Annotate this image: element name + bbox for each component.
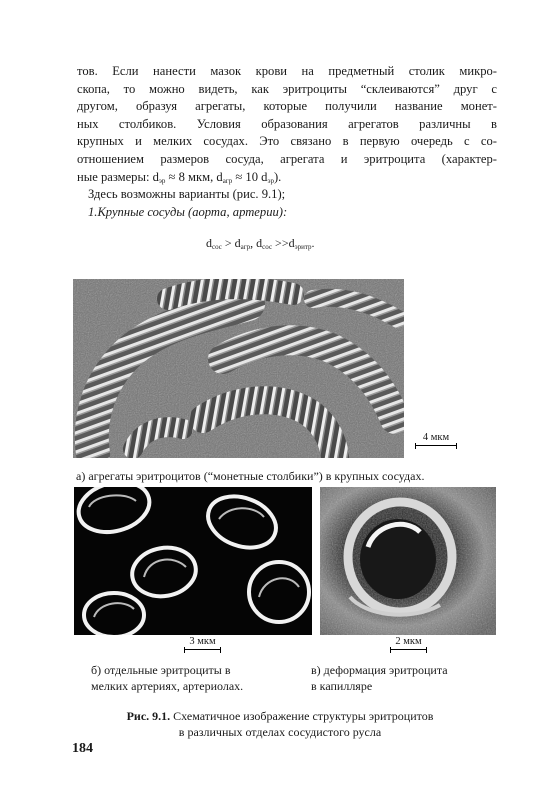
caption-line: мелких артериях, артериолах. [91, 679, 244, 693]
scale-label: 2 мкм [395, 636, 422, 647]
caption-line: в капилляре [311, 679, 373, 693]
figure-caption-text: Схематичное изображение структуры эритроцитов [170, 709, 434, 723]
intro-line: крупных и мелких сосудах. Это связано в первую очередь с со- [77, 134, 497, 149]
scale-bar-panel-c [390, 636, 427, 653]
photo-panel-b-erythrocytes [74, 487, 312, 635]
caption-panel-a: а) агрегаты эритроцитов (“монетные столбики”) в крупных сосудах. [76, 469, 425, 483]
intro-line: скопа, то можно видеть, как эритроциты “склеиваются” друг с [77, 81, 497, 96]
scale-label: 4 мкм [422, 432, 450, 443]
caption-line: б) отдельные эритроциты в [91, 663, 231, 677]
scale-bar-panel-a [415, 432, 457, 449]
scale-line [184, 647, 221, 653]
scale-line [415, 443, 457, 449]
photo-panel-c-capillary [320, 487, 496, 635]
photo-panel-a-aggregates [73, 279, 404, 458]
caption-panel-b [91, 662, 243, 694]
intro-paragraph [77, 63, 497, 190]
size-formula: $d_{сос} > d_{агр}$, $d_{сос} >>d_{эритр}$. [206, 236, 315, 251]
scale-line [390, 647, 427, 653]
intro-line: другом, образуя агрегаты, которые получили название монет- [77, 99, 497, 114]
intro-sizes-line: ные размеры: $d_{эр} \approx 8$ мкм, $d_{агр} \approx 10$ $d_{эр}$). [77, 169, 282, 185]
intro-line: отношением размеров сосуда, агрегата и эритроцита (характер- [77, 151, 497, 166]
intro-line: тов. Если нанести мазок крови на предметный столик микро- [77, 64, 497, 78]
caption-panel-c [311, 662, 448, 694]
variants-text: Здесь возможны варианты (рис. 9.1); [88, 187, 286, 201]
figure-caption [100, 708, 460, 740]
figure-caption-line2: в различных отделах сосудистого русла [178, 725, 382, 739]
figure-caption-label: Рис. 9.1. [126, 709, 171, 723]
scale-label: 3 мкм [189, 636, 216, 647]
intro-line: ных столбиков. Условия образования агрегатов различны в [77, 116, 497, 131]
page-number: 184 [72, 741, 93, 756]
scale-bar-panel-b [184, 636, 221, 653]
caption-line: в) деформация эритроцита [311, 663, 448, 677]
large-vessels-heading: 1.Крупные сосуды (аорта, артерии): [88, 205, 288, 219]
